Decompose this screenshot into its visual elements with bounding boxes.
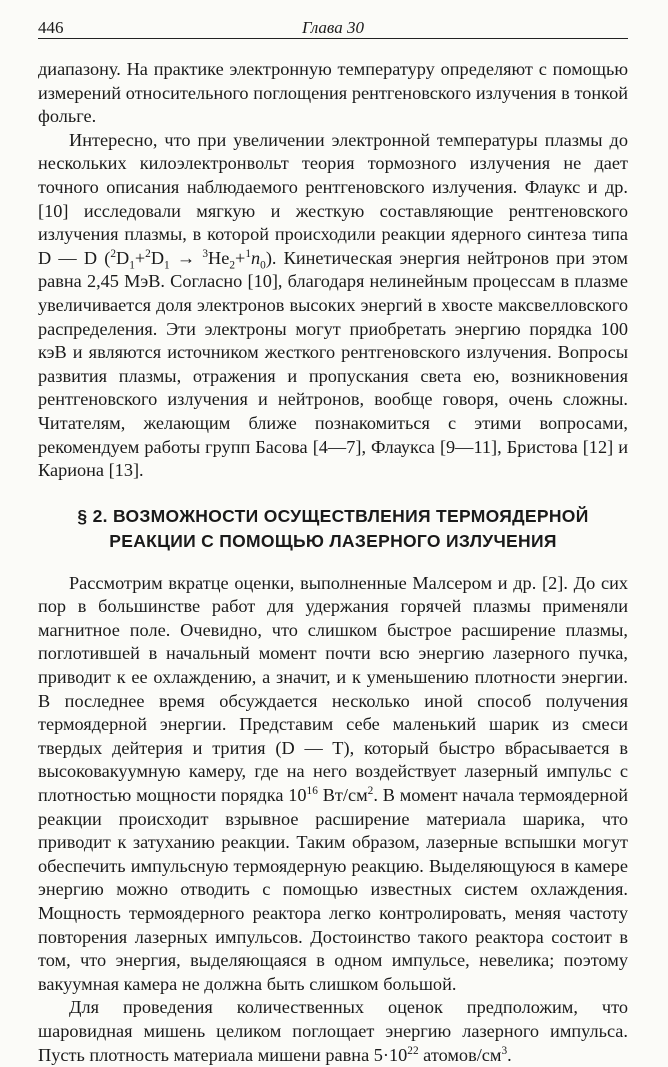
area-exponent: 2 [367,784,374,797]
sentence-period: . [507,1044,512,1065]
page-body [38,58,628,1067]
paragraph-2-text-a: Интересно, что при увеличении электронной температуры плазмы до нескольких килоэлектронвольт теория тормозного излучения не дает точного описания наблюдаемого рентгеновского излучения. Флаукс и др. [10] исследовали мягкую и жесткую составляющие рентгеновского излучения плазмы, в которой происходили реакции ядерного синтеза типа D — D ( [38,129,628,268]
density-exponent: 22 [407,1044,419,1057]
page-header [38,16,628,39]
paragraph-3-text-a: Рассмотрим вкратце оценки, выполненные Малсером и др. [2]. До сих пор в большинстве работ для удержания горячей плазмы применяли магнитное поле. Очевидно, что слишком быстрое расширение плазмы, поглотившей в начальный момент почти всю энергию лазерного пучка, приводит к ее охлаждению, а значит, и к уменьшению плотности энергии. В последнее время обсуждается несколько иной способ получения термоядерной энергии. Представим себе маленький шарик из смеси твердых дейтерия и трития (D — T), который быстро вбрасывается в высоковакуумную камеру, где на него воздействует лазерный импульс с плотностью мощности порядка 10 [38,572,628,806]
section-heading [38,504,628,554]
paragraph-2-text-b: ). Кинетическая энергия нейтронов при этом равна 2,45 МэВ. Согласно [10], благодаря нелинейным процессам в плазме увеличивается доля электронов высоких энергий в хвосте максвелловского распределения. Эти электроны могут приобретать энергию порядка 100 кэВ и являются источником жесткого рентгеновского излучения. Вопросы развития плазмы, отражения и пропускания света ею, возникновения рентгеновского излучения и нейтронов, вообще говоря, очень сложны. Читателям, желающим ближе познакомиться с этими вопросами, рекомендуем работы групп Басова [4—7], Флаукса [9—11], Бристова [12] и Кариона [13]. [38,247,628,481]
page-number: 446 [38,18,64,37]
paragraph-4-text-a: Для проведения количественных оценок предположим, что шаровидная мишень целиком поглощает энергию лазерного импульса. Пусть плотность материала мишени равна 5·10 [38,997,628,1065]
paragraph-3-text-c: . В момент начала термоядерной реакции происходит взрывное расширение материала шарика, что приводит к затуханию реакции. Таким образом, лазерные вспышки могут обеспечить импульсную термоядерную реакцию. Выделяющуюся в камере энергию можно отводить с помощью известных систем охлаждения. Мощность термоядерного реактора легко контролировать, меняя частоту повторения лазерных импульсов. Достоинство такого реактора состоит в том, что энергия, выделяющаяся в одном импульсе, невелика; поэтому вакуумная камера не должна быть слишком большой. [38,785,629,994]
power-exponent: 16 [306,784,318,797]
running-head: Глава 30 [302,18,364,37]
paragraph-1 [38,58,628,129]
volume-exponent: 3 [501,1044,508,1057]
paragraph-1-text: диапазону. На практике электронную температуру определяют с помощью измерений относительного поглощения рентгеновского излучения в тонкой фольге. [38,59,628,127]
section-heading-line-2: РЕАКЦИИ С ПОМОЩЬЮ ЛАЗЕРНОГО ИЗЛУЧЕНИЯ [109,530,557,551]
reaction-formula: $^2D_1+^2D_1 \to ^3He_2+^1n_0$ [110,247,266,272]
paragraph-3 [38,572,628,997]
paragraph-3-text-b: Вт/см [317,785,368,806]
paragraph-2 [38,129,628,483]
paragraph-4 [38,996,628,1067]
paragraph-4-text-b: атомов/см [418,1044,502,1065]
section-heading-line-1: § 2. ВОЗМОЖНОСТИ ОСУЩЕСТВЛЕНИЯ ТЕРМОЯДЕРНОЙ [77,505,589,526]
